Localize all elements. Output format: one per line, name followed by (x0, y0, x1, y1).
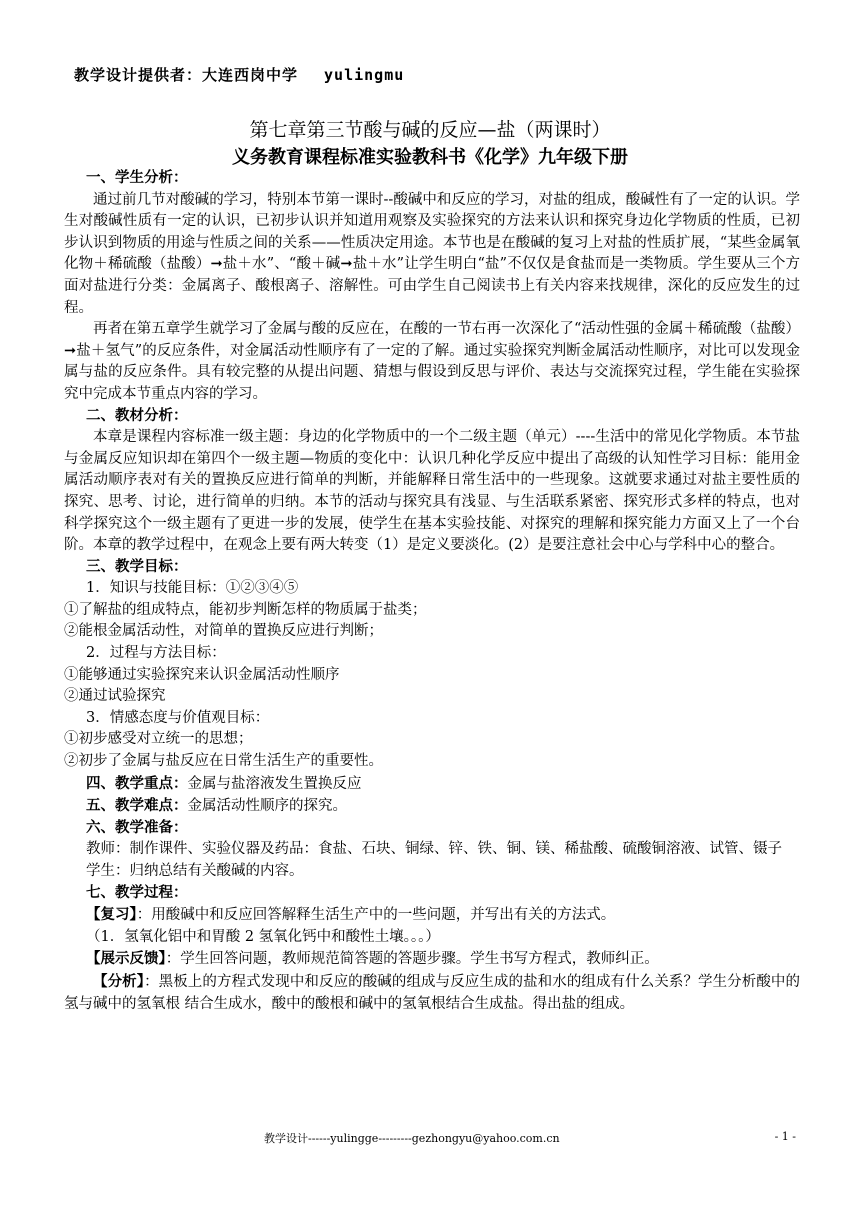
section-key-point (64, 773, 800, 796)
key-point-label: 四、教学重点： (86, 774, 188, 792)
difficulty-text: 金属活动性顺序的探究。 (187, 798, 347, 815)
analysis-paragraph (64, 971, 800, 1015)
feedback-paragraph (64, 948, 800, 971)
objective-item: 3．情感态度与价值观目标： (86, 709, 270, 726)
feedback-label: 【展示反馈】 (86, 950, 166, 968)
textbook-title: 义务教育课程标准实验教科书《化学》九年级下册 (232, 147, 628, 168)
objective-item: ①能够通过实验探究来认识金属活动性顺序 (64, 666, 340, 683)
analysis-label: 【分析】 (93, 972, 145, 990)
paragraph: 通过前几节对酸碱的学习，特别本节第一课时--酸碱中和反应的学习，对盐的组成，酸碱性有了一定的认识。学生对酸碱性质有一定的认识，已初步认识并知道用观察及实验探究的方法来认识和探究身边化学物质的性质，已初步认识到物质的用途与性质之间的关系——性质决定用途。本节也是在酸碱的复习上对盐的性质扩展，“某些金属氧化物＋稀硫酸（盐酸）➞盐＋水”、“酸＋碱➞盐＋水”让学生明白“盐”不仅仅是食盐而是一类物质。学生要从三个方面对盐进行分类：金属离子、酸根离子、溶解性。可由学生自己阅读书上有关内容来找规律，深化的反应发生的过程。 (64, 191, 800, 316)
paragraph: 再者在第五章学生就学习了金属与酸的反应在，在酸的一节右再一次深化了“活动性强的金属＋稀硫酸（盐酸）➞盐＋氢气”的反应条件，对金属活动性顺序有了一定的了解。通过实验探究判断金属活动性顺序，对比可以发现金属与盐的反应条件。具有较完整的从提出问题、猜想与假设到反思与评价、表达与交流探究过程，学生能在实验探究中完成本节重点内容的学习。 (64, 321, 800, 402)
objective-item: ②能根金属活动性，对简单的置换反应进行判断； (64, 623, 383, 640)
section-heading-preparation: 六、教学准备： (86, 819, 188, 836)
section-difficulty (64, 795, 800, 818)
section-heading-material-analysis: 二、教材分析： (86, 407, 188, 424)
review-text: ：用酸碱中和反应回答解释生活生产中的一些问题，并写出有关的方法式。 (136, 907, 616, 924)
section-heading-objectives: 三、教学目标： (86, 558, 188, 575)
key-point-text: 金属与盐溶液发生置换反应 (187, 775, 362, 792)
objective-item: ①初步感受对立统一的思想； (64, 731, 253, 748)
objective-item: 2．过程与方法目标： (86, 645, 226, 662)
page-number: - 1 - (774, 1130, 796, 1143)
header-label: 教学设计提供者：大连西岗中学 (74, 66, 299, 84)
feedback-text: ：学生回答问题，教师规范简答题的答题步骤。学生书写方程式，教师纠正。 (165, 951, 659, 968)
document-header (74, 64, 404, 85)
analysis-text: ：黑板上的方程式发现中和反应的酸碱的组成与反应生成的盐和水的组成有什么关系？学生分析酸中的氢与碱中的氢氧根 结合生成水，酸中的酸根和碱中的氢氧根结合生成盐。得出盐的组成。 (64, 973, 800, 1012)
section-heading-process: 七、教学过程： (86, 884, 188, 901)
review-note: （1．氢氧化铝中和胃酸 2 氢氧化钙中和酸性土壤。。。） (86, 928, 440, 945)
objective-item: ①了解盐的组成特点，能初步判断怎样的物质属于盐类； (64, 601, 427, 618)
student-preparation: 学生：归纳总结有关酸碱的内容。 (86, 863, 304, 879)
document-body (64, 168, 800, 1015)
objective-item: ②初步了金属与盐反应在日常生活生产的重要性。 (64, 753, 383, 770)
teacher-preparation: 教师：制作课件、实验仪器及药品：食盐、石块、铜绿、锌、铁、铜、镁、稀盐酸、硫酸铜溶液、试管、镊子 (86, 841, 782, 858)
footer-text: 教学设计------yulingge---------gezhongyu@yahoo.com.cn (264, 1132, 560, 1145)
section-heading-student-analysis: 一、学生分析： (86, 170, 188, 186)
objective-item: 1．知识与技能目标：①②③④⑤ (86, 580, 299, 597)
header-name: yulingmu (324, 66, 405, 84)
review-label: 【复习】 (86, 906, 137, 924)
review-paragraph (64, 904, 800, 927)
difficulty-label: 五、教学难点： (86, 797, 188, 815)
chapter-title: 第七章第三节酸与碱的反应—盐（两课时） (249, 119, 611, 141)
objective-item: ②通过试验探究 (64, 688, 166, 705)
paragraph: 本章是课程内容标准一级主题：身边的化学物质中的一个二级主题（单元）----生活中的常见化学物质。本节盐与金属反应知识却在第四个一级主题—物质的变化中：认识几种化学反应中提出了高级的认知性学习目标：能用金属活动顺序表对有关的置换反应进行简单的判断，并能解释日常生活中的一些现象。这就要求通过对盐主要性质的探究、思考、讨论，进行简单的归纳。本节的活动与探究具有浅显、与生活联系紧密、探究形式多样的特点，也对科学探究这个一级主题有了更进一步的发展，使学生在基本实验技能、对探究的理解和探究能力方面又上了一个台阶。本章的教学过程中，在观念上要有两大转变（1）是定义要淡化。(2）是要注意社会中心与学科中心的整合。 (64, 429, 800, 554)
